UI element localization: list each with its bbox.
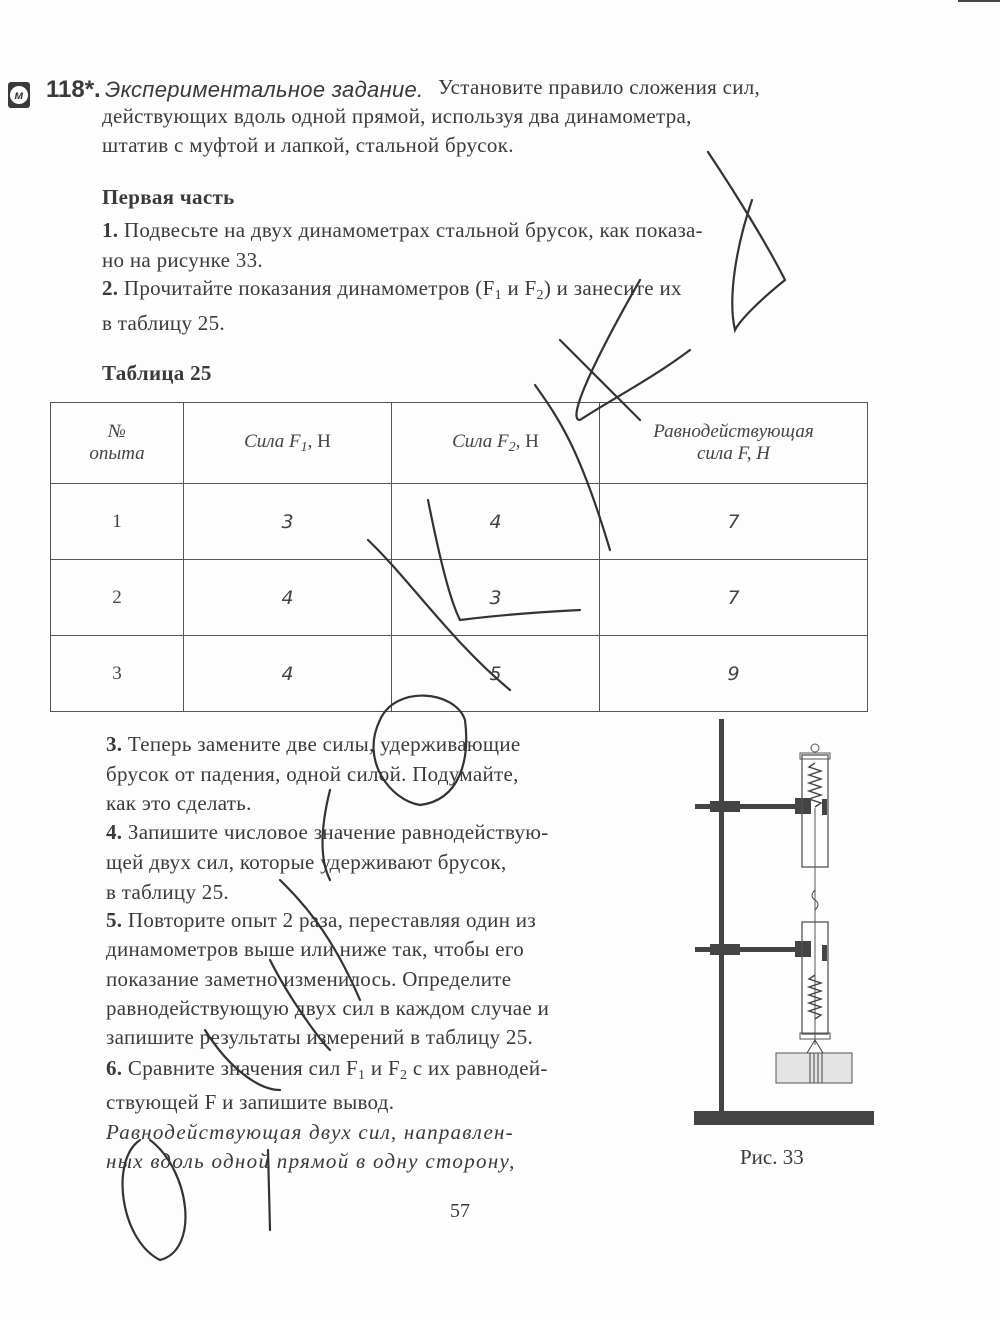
table-row: [51, 484, 868, 560]
answer-line-2: ных вдоль одной прямой в одну сторону,: [106, 1149, 516, 1173]
header-f2-unit: , Н: [515, 430, 539, 452]
sub-1: 1: [494, 288, 502, 303]
step1-line-2: но на рисунке 33.: [102, 248, 263, 272]
header-f1-label: Сила F: [244, 430, 301, 452]
step2-text-b: и F: [501, 276, 537, 300]
intro-line-3: штатив с муфтой и лапкой, стальной брусок.: [102, 133, 514, 157]
step2-text-c: ) и занесите их: [543, 276, 682, 300]
task-number: 118*.: [46, 76, 101, 103]
badge-letter: м: [10, 86, 28, 104]
step5-line-1: [106, 908, 536, 933]
step5-line-3: показание заметно изменилось. Определите: [106, 967, 512, 991]
answer-line-1: Равнодействующая двух сил, направлен-: [106, 1120, 514, 1144]
m-badge-icon: [8, 82, 30, 108]
cell-f: 7: [600, 484, 868, 560]
header-f1: [184, 403, 392, 484]
step6-line-2: ствующей F и запишите вывод.: [106, 1090, 395, 1114]
header-resultant-line2: сила F, Н: [696, 443, 771, 464]
step4-line-3: в таблицу 25.: [106, 880, 229, 904]
intro-line-2: действующих вдоль одной прямой, используя два динамометра,: [102, 104, 692, 128]
step6-text-c: с их равнодей-: [407, 1056, 548, 1080]
header-f2-sub: 2: [508, 439, 516, 455]
intro-line-1: Установите правило сложения сил,: [438, 75, 761, 99]
step4-line-2: щей двух сил, которые удерживают брусок,: [106, 850, 507, 874]
cell-no: 1: [51, 484, 184, 560]
cell-no: 3: [51, 636, 184, 712]
step3-line-3: как это сделать.: [106, 791, 252, 815]
step6-number: 6.: [106, 1056, 123, 1080]
cell-f1: 4: [184, 560, 392, 636]
cell-f1: 4: [184, 636, 392, 712]
sub-1: 1: [358, 1068, 366, 1083]
sub-2: 2: [399, 1068, 408, 1083]
part1-heading: Первая часть: [102, 185, 235, 209]
table-row: [51, 560, 868, 636]
step5-line-5: запишите результаты измерений в таблицу 25.: [106, 1025, 534, 1049]
scan-edge-line: [958, 0, 1000, 2]
step5-line-2: динамометров выше или ниже так, чтобы его: [106, 937, 525, 961]
step4-line-1: [106, 820, 549, 845]
header-resultant: [600, 403, 868, 484]
header-experiment: опыта: [89, 443, 145, 464]
header-f1-unit: , Н: [307, 430, 331, 452]
results-table: [50, 402, 868, 712]
step3-text: Теперь замените две силы, удерживающие: [127, 732, 521, 756]
step1-line-1: [102, 218, 703, 243]
cell-f1: 3: [184, 484, 392, 560]
step5-text: Повторите опыт 2 раза, переставляя один из: [127, 908, 536, 932]
header-experiment-no: [51, 403, 184, 484]
header-resultant-line1: Равнодействующая: [653, 421, 814, 442]
task-title: [105, 77, 423, 103]
cell-f2: 4: [392, 484, 600, 560]
header-no-sign: №: [108, 421, 126, 442]
step4-number: 4.: [106, 820, 123, 844]
step6-text-a: Сравните значения сил F: [127, 1056, 359, 1080]
header-f2-label: Сила F: [452, 430, 509, 452]
dynamometer-stand-figure: [690, 715, 880, 1135]
header-f2: [392, 403, 600, 484]
step3-number: 3.: [106, 732, 123, 756]
sub-2: 2: [536, 288, 544, 303]
table-row: [51, 636, 868, 712]
task-title-italic: Экспериментальное задание.: [105, 77, 424, 102]
figure-caption: Рис. 33: [740, 1145, 804, 1169]
header-f1-sub: 1: [300, 439, 308, 455]
step2-text-a: Прочитайте показания динамометров (F: [123, 276, 495, 300]
cell-f: 7: [600, 560, 868, 636]
cell-f2: 5: [392, 636, 600, 712]
step5-number: 5.: [106, 908, 123, 932]
step2-number: 2.: [102, 276, 119, 300]
step3-line-1: [106, 732, 521, 757]
step5-line-4: равнодействующую двух сил в каждом случае и: [106, 996, 550, 1020]
cell-no: 2: [51, 560, 184, 636]
step6-line-1: [106, 1056, 548, 1084]
step2-line-2: в таблицу 25.: [102, 311, 225, 335]
step1-text: Подвесьте на двух динамометрах стальной брусок, как показа-: [123, 218, 703, 242]
cell-f: 9: [600, 636, 868, 712]
table-header-row: [51, 403, 868, 484]
cell-f2: 3: [392, 560, 600, 636]
step3-line-2: брусок от падения, одной силой. Подумайте,: [106, 762, 519, 786]
step6-text-b: и F: [365, 1056, 400, 1080]
page-number: 57: [450, 1200, 470, 1222]
table-caption: Таблица 25: [102, 361, 212, 385]
step4-text: Запишите числовое значение равнодействую-: [127, 820, 549, 844]
step1-number: 1.: [102, 218, 119, 242]
step2-line-1: [102, 276, 682, 304]
